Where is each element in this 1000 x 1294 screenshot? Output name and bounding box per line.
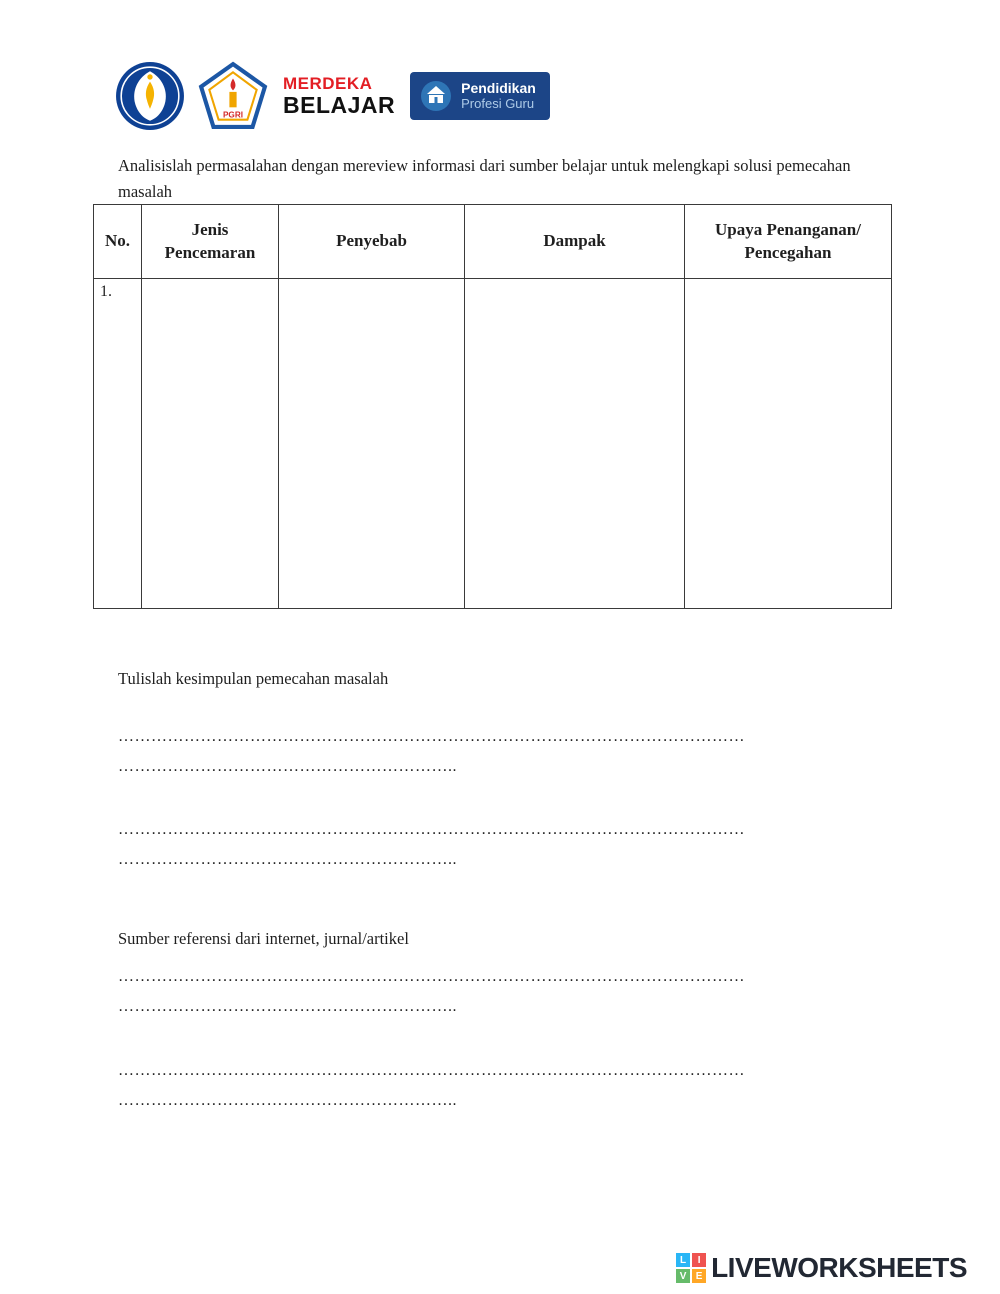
liveworksheets-brand-link[interactable] [676,1252,967,1284]
lw-tile: E [692,1269,706,1283]
liveworksheets-wordmark: LIVEWORKSHEETS [711,1252,967,1283]
reference-prompt: Sumber referensi dari internet, jurnal/artikel [118,928,409,948]
column-header-upaya: Upaya Penanganan/ Pencegahan [685,205,892,279]
answer-line[interactable]: …………………………………………………………………………………………………… [118,968,745,985]
conclusion-prompt: Tulislah kesimpulan pemecahan masalah [118,668,389,688]
answer-line[interactable]: …………………………………………………………………………………………………… [118,821,745,838]
column-header-dampak: Dampak [465,205,685,279]
conclusion-answer-block-2[interactable] [118,815,886,875]
reference-answer-block-2[interactable] [118,1056,886,1116]
instruction-text: Analisislah permasalahan dengan mereview informasi dari sumber belajar untuk melengkapi solusi pemecahan masalah [118,155,851,201]
answer-line[interactable]: …………………………………………………….. [118,851,457,868]
merdeka-belajar-logo [281,75,397,117]
answer-cell-penyebab[interactable] [279,279,465,609]
reference-answer-block-1[interactable] [118,962,886,1022]
answer-line[interactable]: …………………………………………………………………………………………………… [118,728,745,745]
table-header-row [94,205,892,279]
merdeka-logo-line1: MERDEKA [283,74,373,93]
row-number-cell: 1. [94,279,142,609]
merdeka-logo-line2: BELAJAR [283,91,396,118]
lw-tile: V [676,1269,690,1283]
answer-line[interactable]: …………………………………………………….. [118,758,457,775]
answer-line[interactable]: …………………………………………………….. [118,1092,457,1109]
answer-line[interactable]: …………………………………………………….. [118,998,457,1015]
ppg-label-line1: Pendidikan [461,80,536,97]
tut-wuri-handayani-logo-icon [115,61,185,131]
ppg-badge [410,72,550,120]
answer-cell-upaya[interactable] [685,279,892,609]
worksheet-table [93,204,892,609]
ppg-label-line2: Profesi Guru [461,95,535,111]
table-row [94,279,892,609]
column-header-jenis-pencemaran: Jenis Pencemaran [142,205,279,279]
lw-tile: I [692,1253,706,1267]
answer-line[interactable]: …………………………………………………………………………………………………… [118,1062,745,1079]
answer-cell-dampak[interactable] [465,279,685,609]
column-header-penyebab: Penyebab [279,205,465,279]
answer-cell-jenis-pencemaran[interactable] [142,279,279,609]
lw-tile: L [676,1253,690,1267]
header-logos [115,60,550,132]
liveworksheets-tiles-icon [676,1253,706,1283]
conclusion-answer-block-1[interactable] [118,722,886,782]
pgri-university-logo-icon [198,61,268,131]
ppg-building-icon [420,80,452,112]
svg-text:PGRI: PGRI [222,110,244,120]
column-header-no: No. [94,205,142,279]
